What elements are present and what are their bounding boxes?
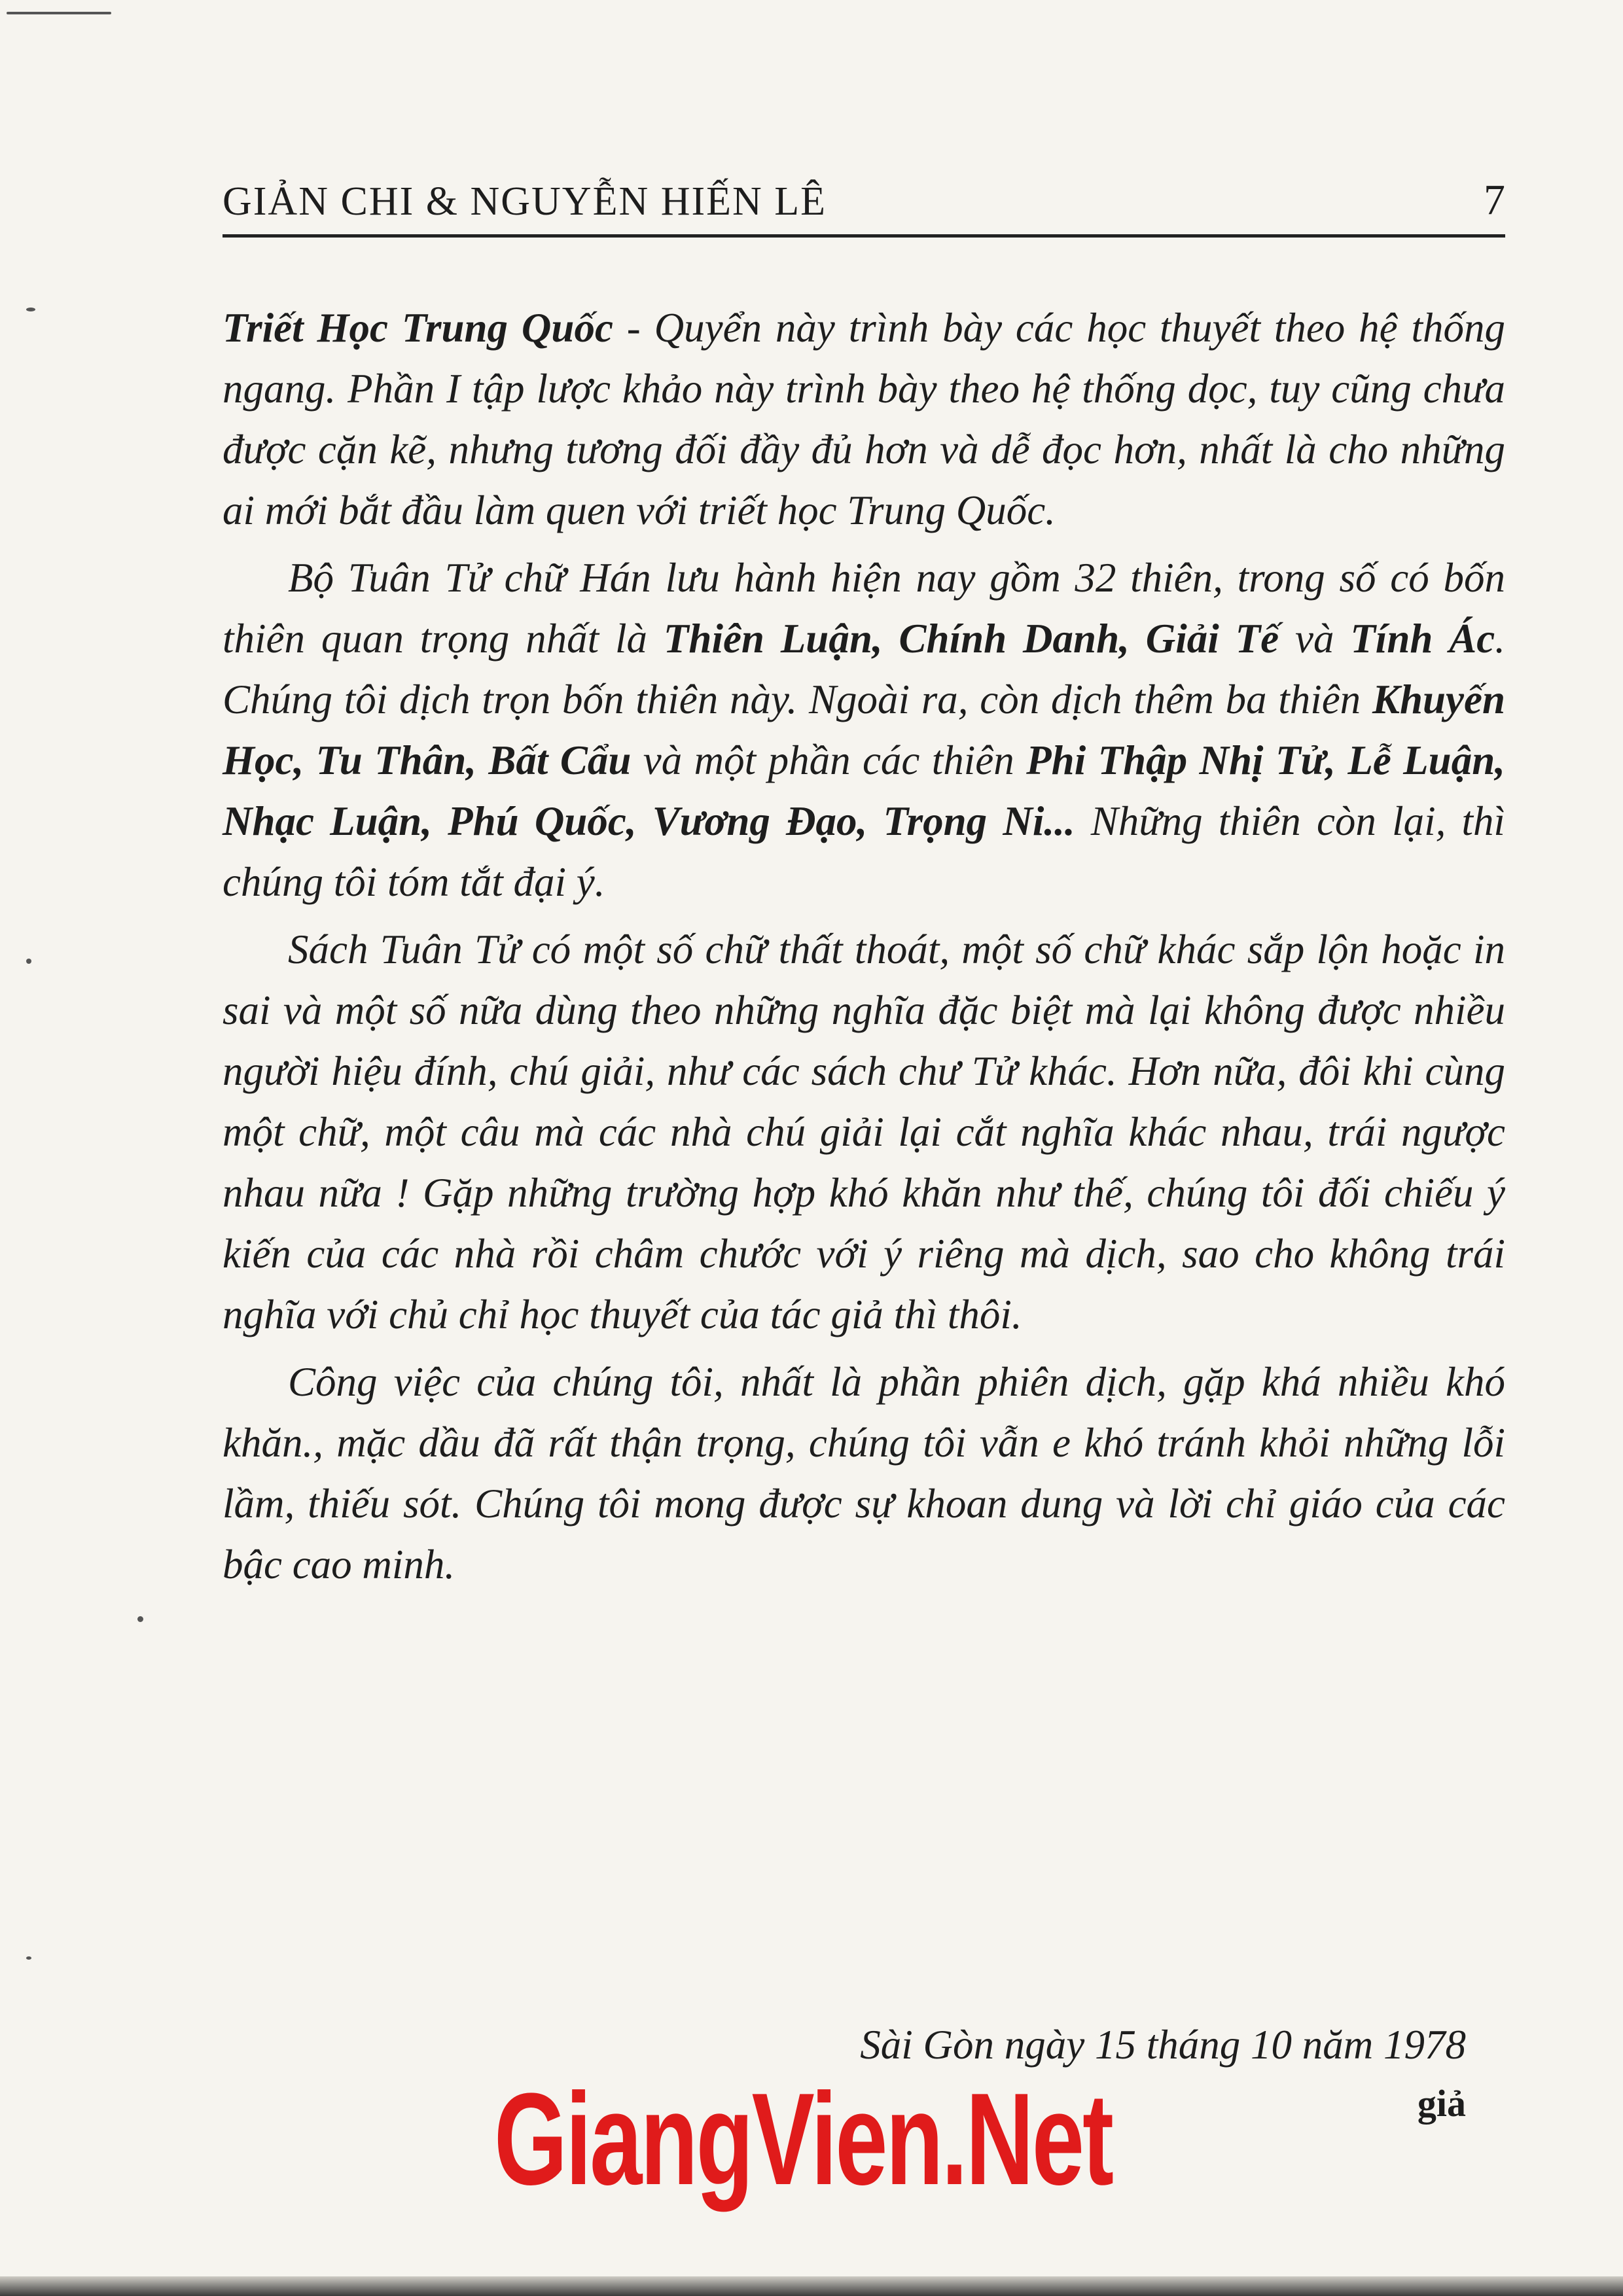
paragraph-text: - Quyển này trình bày các học thuyết theo hệ thống ngang. Phần I tập lược khảo này trình bày theo hệ thống dọc, tuy cũng chưa được cặn kẽ, nhưng tương đối đầy đủ hơn và dễ đọc hơn, nhất là cho những ai mới bắt đầu làm quen với triết học Trung Quốc.: [223, 305, 1505, 533]
book-title: Triết Học Trung Quốc: [223, 305, 613, 351]
scan-speck: [26, 1956, 31, 1960]
chapter-names: Phi Thập Nhị Tử, Lễ Luận, Nhạc Luận, Phú Quốc, Vương Đạo, Trọng Ni...: [223, 737, 1505, 844]
watermark: GiangVien.Net: [494, 2066, 1113, 2212]
header-title: GIẢN CHI & NGUYỄN HIẾN LÊ: [223, 179, 827, 224]
paragraph-4: Công việc của chúng tôi, nhất là phần phiên dịch, gặp khá nhiều khó khăn., mặc dầu đã rất thận trọng, chúng tôi vẫn e khó tránh khỏi những lỗi lầm, thiếu sót. Chúng tôi mong được sự khoan dung và lời chỉ giáo của các bậc cao minh.: [223, 1359, 1505, 1587]
paragraph-3: Sách Tuân Tử có một số chữ thất thoát, một số chữ khác sắp lộn hoặc in sai và một số nữa dùng theo những nghĩa đặc biệt mà lại không được nhiều người hiệu đính, chú giải, như các sách chư Tử khác. Hơn nữa, đôi khi cùng một chữ, một câu mà các nhà chú giải lại cắt nghĩa khác nhau, trái ngược nhau nữa ! Gặp những trường hợp khó khăn như thế, chúng tôi đối chiếu ý kiến của các nhà rồi châm chước với ý riêng mà dịch, sao cho không trái nghĩa với chủ chỉ học thuyết của tác giả thì thôi.: [223, 927, 1505, 1337]
scan-speck: [26, 308, 35, 311]
paragraph-text: Bộ Tuân Tử chữ Hán lưu hành hiện nay gồm 32 thiên, trong số có bốn thiên quan trọng nhất là: [223, 555, 1505, 662]
page-number: 7: [1484, 176, 1505, 224]
paragraph-text: và một phần các thiên: [631, 737, 1027, 783]
paragraph-1: [223, 298, 1505, 541]
body-text: [223, 298, 1505, 1602]
scan-speck: [7, 12, 111, 14]
running-header: [223, 169, 1505, 238]
paragraph-2: [223, 548, 1505, 913]
paragraph-text: . Chúng tôi dịch trọn bốn thiên này. Ngoài ra, còn dịch thêm ba thiên: [223, 616, 1506, 722]
chapter-names: Khuyến Học, Tu Thân, Bất Cẩu: [223, 677, 1505, 783]
scan-speck: [26, 959, 31, 964]
scan-edge: [0, 2276, 1623, 2296]
author-line: giả: [1417, 2082, 1466, 2125]
scan-speck: [137, 1616, 143, 1622]
paragraph-text: Những thiên còn lại, thì chúng tôi tóm tắt đại ý.: [223, 798, 1506, 905]
paragraph-text: và: [1279, 616, 1351, 662]
chapter-names: Thiên Luận, Chính Danh, Giải Tế: [663, 616, 1279, 662]
place-date: Sài Gòn ngày 15 tháng 10 năm 1978: [860, 2022, 1466, 2068]
chapter-names: Tính Ác: [1350, 616, 1495, 662]
